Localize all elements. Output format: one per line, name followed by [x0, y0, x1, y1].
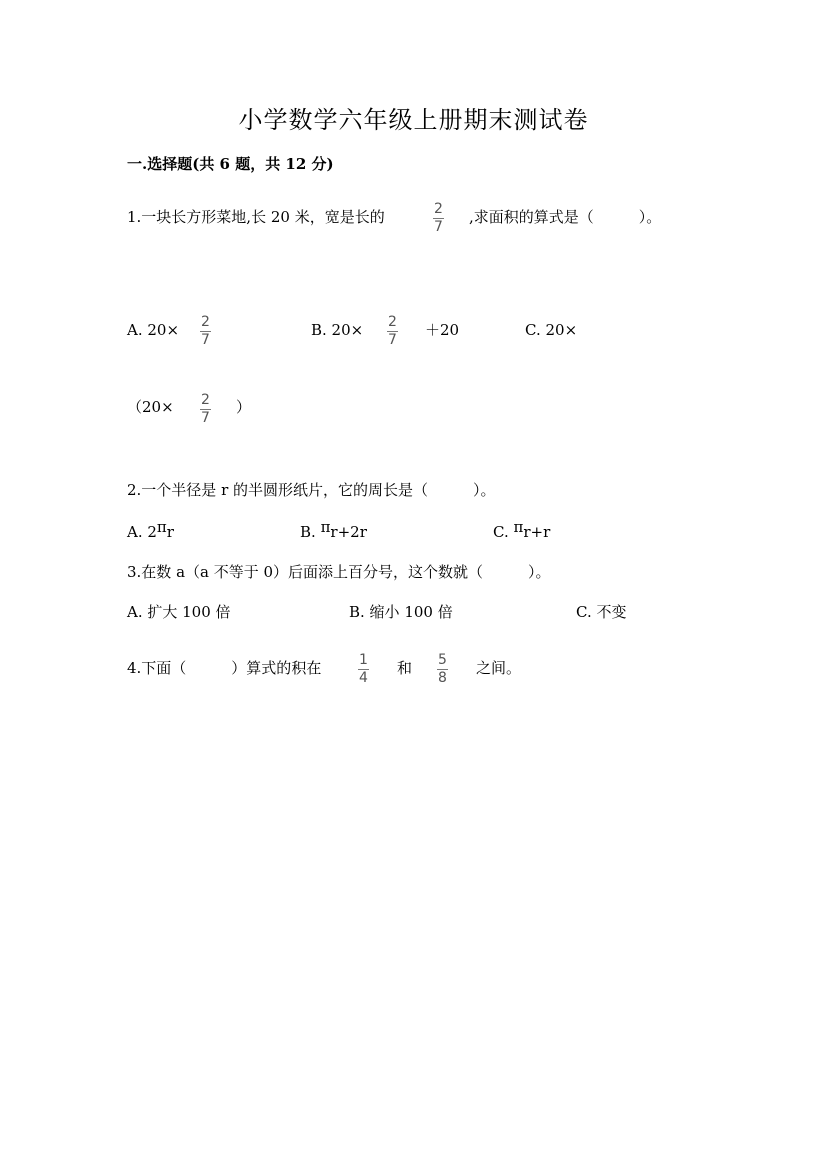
pi-symbol: π	[320, 518, 331, 536]
fraction-numerator: 1	[359, 652, 368, 668]
q3-option-b: B. 缩小 100 倍	[349, 603, 453, 621]
q2-option-a	[127, 518, 174, 542]
fraction-denominator: 4	[359, 670, 368, 686]
option-label: B.	[300, 523, 321, 541]
q1-option-b-fraction	[387, 315, 398, 348]
fraction-numerator: 5	[438, 652, 447, 668]
fraction-denominator: 7	[201, 410, 210, 426]
q2-text: 2.一个半径是 r 的半圆形纸片，它的周长是（ ）。	[127, 481, 496, 499]
q1-option-b-label: B. 20×	[311, 321, 364, 339]
q4-middle: 和	[397, 659, 413, 677]
section-heading: 一.选择题(共 6 题，共 12 分)	[127, 155, 334, 173]
fraction-numerator: 2	[201, 314, 210, 330]
fraction-numerator: 2	[201, 392, 210, 408]
q3-option-c: C. 不变	[576, 603, 627, 621]
fraction-numerator: 2	[388, 314, 397, 330]
fraction-numerator: 2	[434, 201, 443, 217]
fraction-denominator: 7	[201, 332, 210, 348]
q1-option-c-fraction	[200, 393, 211, 426]
fraction-denominator: 7	[388, 332, 397, 348]
option-tail: r+r	[523, 523, 551, 541]
q4-fraction-1	[358, 653, 369, 686]
q1-option-c-suffix: ）	[236, 398, 252, 416]
q4-fraction-2	[437, 653, 448, 686]
q2-option-c	[493, 518, 551, 542]
option-label: C.	[493, 523, 514, 541]
pi-symbol: π	[156, 518, 167, 536]
q1-option-b-suffix: ＋20	[425, 321, 460, 339]
q1-option-c-label: C. 20×	[525, 321, 578, 339]
q1-fraction	[433, 202, 444, 235]
option-label: A. 2	[127, 523, 157, 541]
q3-text: 3.在数 a（a 不等于 0）后面添上百分号，这个数就（ ）。	[127, 563, 551, 581]
q2-option-b	[300, 518, 367, 542]
fraction-denominator: 7	[434, 219, 443, 235]
pi-symbol: π	[513, 518, 524, 536]
fraction-denominator: 8	[438, 670, 447, 686]
page-title: 小学数学六年级上册期末测试卷	[238, 106, 589, 134]
q1-option-a-fraction	[200, 315, 211, 348]
option-tail: r	[166, 523, 174, 541]
q1-text-after: ,求面积的算式是（ ）。	[469, 208, 662, 226]
q4-text-after: 之间。	[476, 659, 522, 677]
q1-option-a-label: A. 20×	[127, 321, 180, 339]
option-tail: r+2r	[330, 523, 367, 541]
q4-text-before: 4.下面（ ）算式的积在	[127, 659, 322, 677]
q3-option-a: A. 扩大 100 倍	[127, 603, 231, 621]
q1-option-c-continuation: （20×	[127, 398, 174, 416]
q1-text-before: 1.一块长方形菜地,长 20 米，宽是长的	[127, 208, 385, 226]
